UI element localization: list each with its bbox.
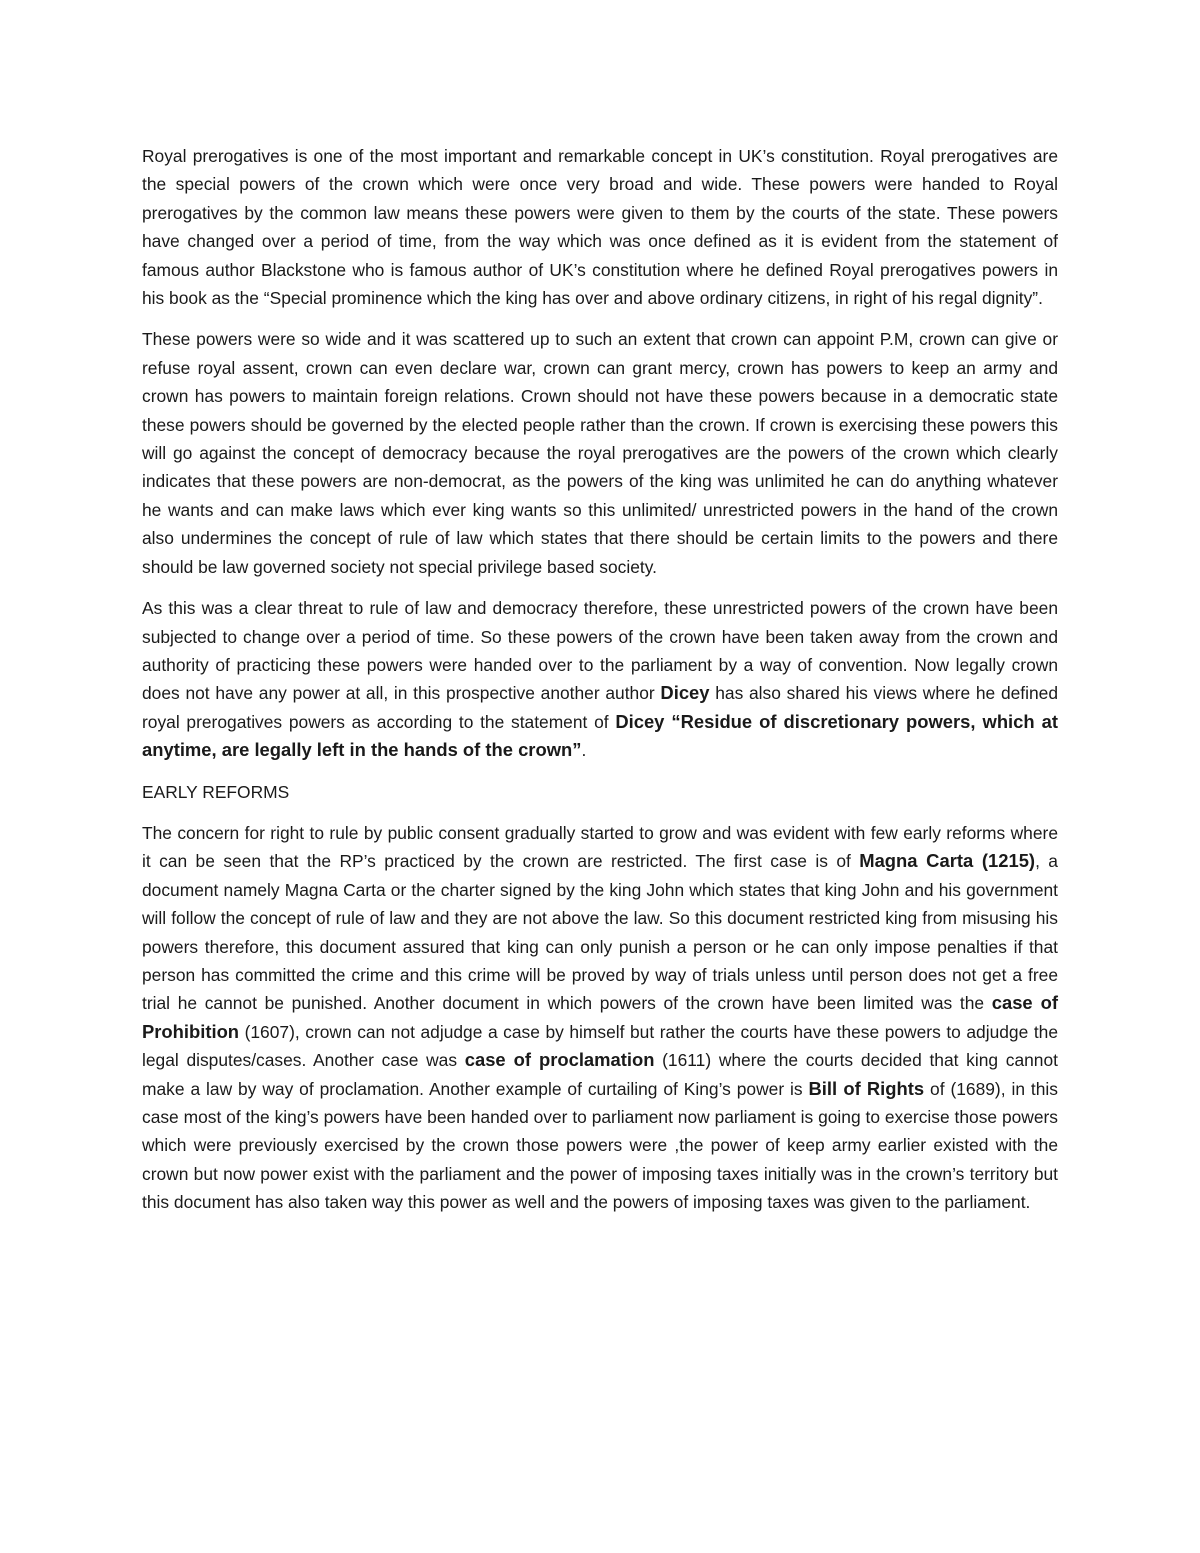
text-run: . <box>581 740 587 761</box>
bold-quote-dicey: Dicey “Residue of discretionary powers, which at anytime, are legally left in the hands of the crown” <box>142 710 1058 761</box>
text-run: (1611) where the courts decided that king cannot make a law by way of proclamation. Another example of curtailing of King’s power is <box>142 1050 1058 1099</box>
text-run: The concern for right to rule by public consent gradually started to grow and was evident with few early reforms where it can be seen that the RP’s practiced by the crown are restricted. The first case is of <box>142 822 1058 872</box>
paragraph-early-reforms <box>142 819 1058 1217</box>
paragraph-scope-of-powers: These powers were so wide and it was scattered up to such an extent that crown can appoint P.M, crown can give or refuse royal assent, crown can even declare war, crown can grant mercy, crown has powers to keep an army and crown has powers to maintain foreign relations. Crown should not have these powers because in a democratic state these powers should be governed by the elected people rather than the crown. If crown is exercising these powers this will go against the concept of democracy because the royal prerogatives are the powers of the crown which clearly indicates that these powers are non-democrat, as the powers of the king was unlimited he can do anything whatever he wants and can make laws which ever king wants so this unlimited/ unrestricted powers in the hand of the crown also undermines the concept of rule of law which states that there should be certain limits to the powers and there should be law governed society not special privilege based society. <box>142 329 1058 577</box>
bold-term-dicey: Dicey <box>660 682 710 704</box>
document-page <box>142 142 1058 1230</box>
text-run: As this was a clear threat to rule of law and democracy therefore, these unrestricted powers of the crown have been subjected to change over a period of time. So these powers of the crown have been taken away from the crown and authority of practicing these powers were handed over to the parliament by a way of convention. Now legally crown does not have any power at all, in this prospective another author <box>142 598 1058 704</box>
bold-term-magna-carta: Magna Carta (1215) <box>859 850 1036 872</box>
text-run: has also shared his views where he defined royal prerogatives powers as according to the statement of <box>142 683 1058 732</box>
bold-term-case-of-proclamation: case of proclamation <box>464 1049 655 1071</box>
section-heading-early-reforms: EARLY REFORMS <box>142 781 290 802</box>
paragraph-dicey-definition <box>142 594 1058 764</box>
text-run: (1607), crown can not adjudge a case by himself but rather the courts have these powers to adjudge the legal disputes/cases. Another case was <box>142 1021 1058 1071</box>
paragraph-introduction: Royal prerogatives is one of the most important and remarkable concept in UK’s constitution. Royal prerogatives are the special powers of the crown which were once very broad and wide. These powers were handed to Royal prerogatives by the common law means these powers were given to them by the courts of the state. These powers have changed over a period of time, from the way which was once defined as it is evident from the statement of famous author Blackstone who is famous author of UK’s constitution where he defined Royal prerogatives powers in his book as the “Special prominence which the king has over and above ordinary citizens, in right of his regal dignity”. <box>142 146 1058 309</box>
bold-term-bill-of-rights: Bill of Rights <box>808 1077 925 1099</box>
text-run: , a document namely Magna Carta or the charter signed by the king John which states that king John and his government will follow the concept of rule of law and they are not above the law. So this document restricted king from misusing his powers therefore, this document assured that king can only punish a person or he can only impose penalties if that person has committed the crime and this crime will be proved by way of trials unless until person does not get a free trial he cannot be punished. Another document in which powers of the crown have been limited was the <box>142 851 1058 1014</box>
bold-term-case-of-prohibition: case of Prohibition <box>142 992 1058 1042</box>
text-run: of (1689), in this case most of the king’s powers have been handed over to parliament now parliament is going to exercise those powers which were previously exercised by the crown those powers were ,the power of keep army earlier existed with the crown but now power exist with the parliament and the power of imposing taxes initially was in the crown’s territory but this document has also taken way this power as well and the powers of imposing taxes was given to the parliament. <box>142 1078 1058 1213</box>
